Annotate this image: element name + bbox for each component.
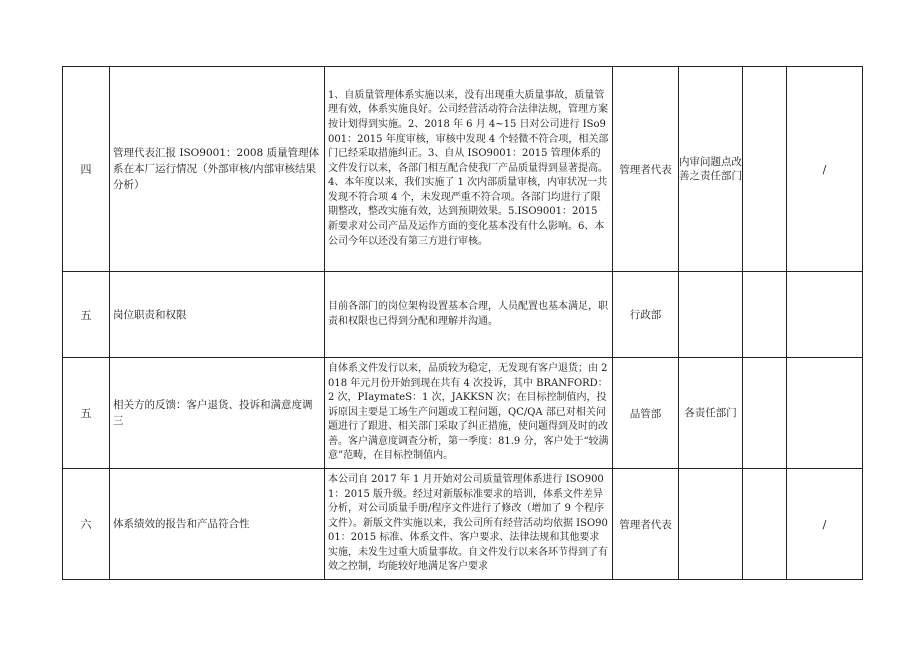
- blank-cell: [743, 67, 787, 272]
- responsible-party: 管理者代表: [613, 469, 679, 580]
- blank-cell: [743, 272, 787, 358]
- review-content: 本公司自 2017 年 1 月开始对公司质量管理体系进行 ISO9001：2015 版升级。经过对新版标准要求的培训，体系文件差异分析，对公司质量手册/程序文件进行了修改（增加了 9 个程序文件）。新版文件实施以来，我公司所有经营活动均依据 ISO9001：2015 标准、体系文件、客户要求、法律法规和其他要求实施，未发生过重大质量事故。自文件发行以来各环节得到了有效之控制，均能较好地满足客户要求: [325, 469, 613, 580]
- remark-cell: [787, 358, 863, 469]
- follow-up-department: 内审问题点改善之责任部门: [679, 67, 743, 272]
- responsible-party: 品管部: [613, 358, 679, 469]
- review-topic: 体系绩效的报告和产品符合性: [110, 469, 325, 580]
- responsible-party: 管理者代表: [613, 67, 679, 272]
- blank-cell: [743, 469, 787, 580]
- follow-up-department: [679, 469, 743, 580]
- table-row: [63, 67, 863, 272]
- blank-cell: [743, 358, 787, 469]
- table-row: [63, 358, 863, 469]
- review-content: 1、自质量管理体系实施以来，没有出现重大质量事故，质量管理有效，体系实施良好。公司经营活动符合法律法规，管理方案按计划得到实施。2、2018 年 6 月 4~15 日对公司进行 ISo9001：2015 年度审核，审核中发现 4 个轻微不符合项，相关部门已经采取措施纠正。3、自从 ISO9001：2015 管理体系的文件发行以来，各部门相互配合使我厂产品质量得到显著提高。4、本年度以来，我们实施了 1 次内部质量审核，内审状况一共发现不符合项 4 个，未发现严重不符合项。各部门均进行了限期整改，整改实施有效，达到预期效果。5.ISO9001：2015 新要求对公司产品及运作方面的变化基本没有什么影响。6、本公司今年以还没有第三方进行审核。: [325, 67, 613, 272]
- remark-cell: [787, 272, 863, 358]
- table-row: [63, 272, 863, 358]
- review-content: 自体系文件发行以来，品质较为稳定，无发现有客户退货；由 2018 年元月份开始到现在共有 4 次投诉，其中 BRANFORD：2 次，PIaymateS：1 次，JAKKSN 次；在目标控制值内，投诉原因主要是工场生产问题或工程问题，QC/QA 部已对相关问题进行了跟进、相关部门采取了纠正措施，使问题得到及时的改善。客户满意度调查分析，第一季度：81.9 分，客户处于“较满意”范畴，在目标控制值内。: [325, 358, 613, 469]
- table-row: [63, 469, 863, 580]
- review-topic: 相关方的反馈：客户退货、投诉和满意度调三: [110, 358, 325, 469]
- review-topic: 管理代表汇报 ISO9001：2008 质量管理体系在本厂运行情况（外部审核/内部审核结果分析）: [110, 67, 325, 272]
- item-number: 五: [63, 358, 110, 469]
- follow-up-department: 各责任部门: [679, 358, 743, 469]
- responsible-party: 行政部: [613, 272, 679, 358]
- review-content: 目前各部门的岗位架构设置基本合理，人员配置也基本满足，职责和权限也已得到分配和理解并沟通。: [325, 272, 613, 358]
- item-number: 四: [63, 67, 110, 272]
- item-number: 五: [63, 272, 110, 358]
- remark-cell: /: [787, 469, 863, 580]
- follow-up-department: [679, 272, 743, 358]
- review-topic: 岗位职责和权限: [110, 272, 325, 358]
- management-review-table: [62, 66, 863, 580]
- remark-cell: /: [787, 67, 863, 272]
- item-number: 六: [63, 469, 110, 580]
